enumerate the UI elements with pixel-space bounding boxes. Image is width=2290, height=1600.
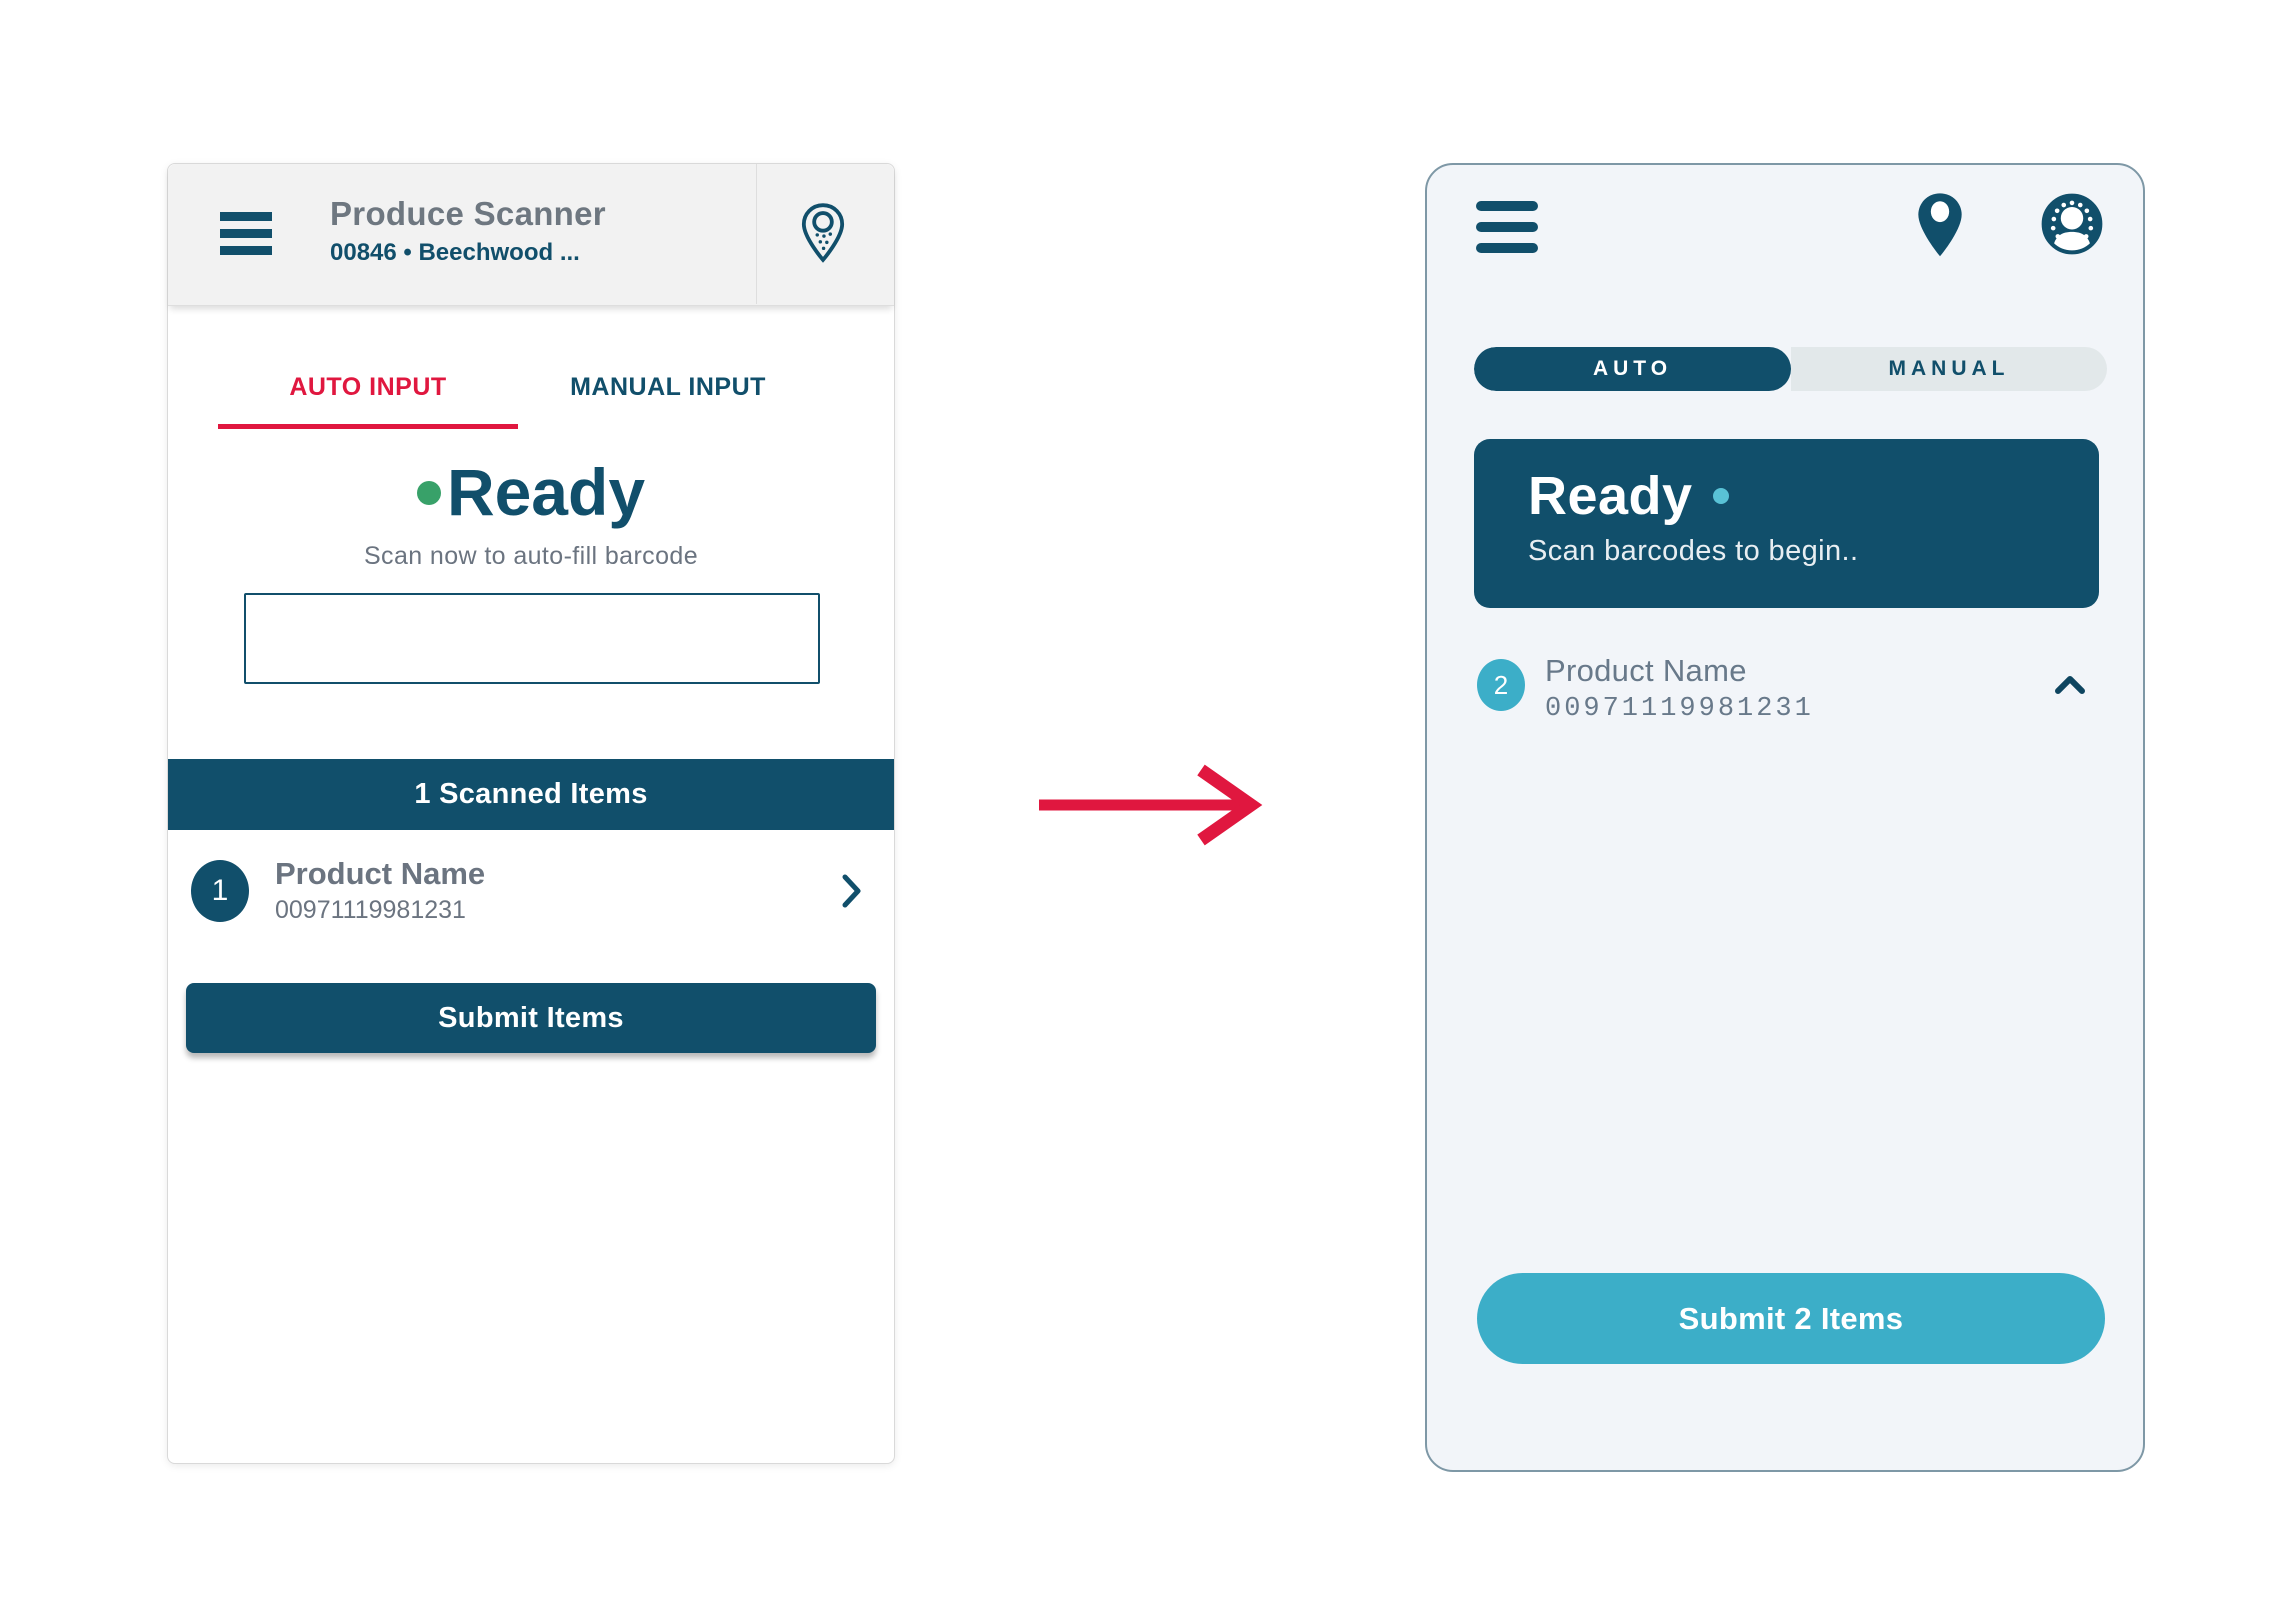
tab-manual-input[interactable]: MANUAL INPUT [570,372,766,401]
status-dot [417,481,441,505]
ready-status-card [1474,439,2099,608]
toggle-auto[interactable]: AUTO [1474,347,1791,391]
status-title: Ready [446,455,646,529]
item-name: Product Name [1545,653,1747,688]
input-tabs [218,350,844,424]
menu-icon[interactable] [220,212,272,256]
app-header [168,164,894,306]
header-titles [330,194,606,269]
scanned-item-row[interactable] [168,830,894,952]
item-text [1545,653,1814,727]
page-title: Produce Scanner [330,195,606,232]
tab-auto-input[interactable]: AUTO INPUT [218,350,518,429]
toggle-manual[interactable]: MANUAL [1791,347,2107,391]
scanned-item-row[interactable] [1477,653,2107,727]
item-name: Product Name [275,856,486,891]
mode-toggle [1474,347,2107,391]
scanner-status [168,456,894,528]
chevron-right-icon[interactable] [842,874,862,908]
map-pin-icon[interactable] [1915,191,1965,259]
menu-icon[interactable] [1476,201,1538,255]
status-dot [1713,488,1729,504]
right-mockup-phone [1425,163,2145,1472]
avatar-icon[interactable] [2039,191,2105,257]
item-index-badge: 1 [191,860,249,922]
item-barcode: 00971119981231 [1545,694,1814,724]
item-index-badge: 2 [1477,659,1525,711]
location-pin-icon[interactable] [800,202,846,264]
scanned-items-header: 1 Scanned Items [168,759,894,830]
chevron-up-icon[interactable] [2055,675,2085,695]
left-mockup-phone [167,163,895,1464]
transition-arrow-icon [1035,762,1263,848]
submit-items-button[interactable]: Submit 2 Items [1477,1273,2105,1364]
barcode-input[interactable] [244,593,820,684]
status-subtitle: Scan barcodes to begin.. [1528,535,1859,567]
header-divider [756,164,757,304]
status-title: Ready [1528,465,2045,527]
store-subtitle: 00846 • Beechwood ... [330,239,580,266]
item-barcode: 00971119981231 [275,896,466,924]
item-text [275,856,485,926]
submit-items-button[interactable]: Submit Items [186,983,876,1053]
status-hint: Scan now to auto-fill barcode [363,542,698,570]
